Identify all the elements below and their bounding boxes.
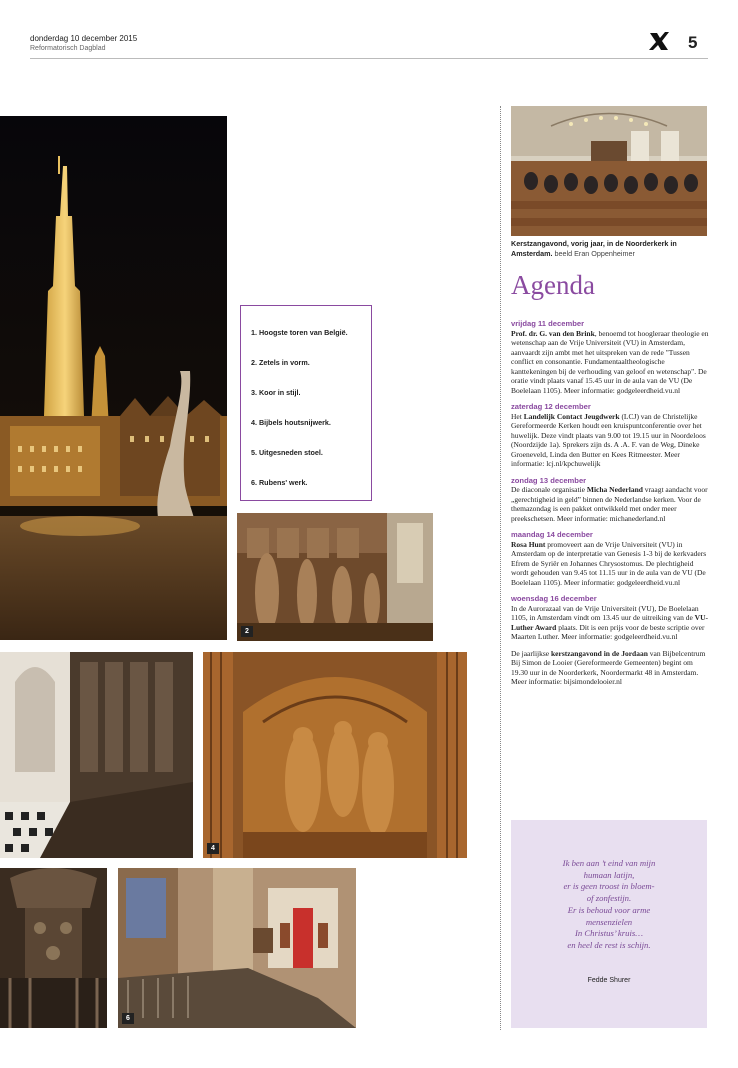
caption-list: [241, 306, 371, 508]
poem-line: Ik ben aan ’t eind van mijn: [562, 858, 656, 868]
column-divider: [500, 106, 501, 1030]
agenda-body: van Bijbelcentrum Bij Simon de Looier (Gereformeerde Gemeenten) begint om 19.30 uur in de Noorderkerk, Noordermarkt 48 in Amsterdam. Meer informatie: bijsimondelooier.nl: [511, 648, 706, 686]
caption-list-item: 3. Koor in stijl.: [251, 388, 301, 397]
agenda-text: [511, 329, 709, 396]
photo-woodcarving: [203, 652, 467, 858]
poem-line: Er is behoud voor arme: [567, 904, 651, 915]
agenda-entry: [511, 402, 709, 469]
caption-list-item: 1. Hoogste toren van België.: [251, 328, 348, 337]
poem-line: of zonfestijn.: [586, 893, 632, 904]
agenda-body: promoveert aan de Vrije Universiteit (VU) in Amsterdam op de interpretatie van Genesis 1-3 bij de kerkvaders Efrem de Syriër en Johannes Chrysostomus. De plechtigheid wordt gehouden van 9.45 tot 11.15 uur in de aula van de VU (De Boelelaan 1105). Meer informatie: godgeleerdheid.vu.nl: [511, 539, 707, 587]
photo-choir-interior: [0, 652, 193, 858]
agenda-lead: VU-Luther Award: [511, 613, 708, 632]
caption-list-item: 6. Rubens' werk.: [251, 478, 308, 487]
page-number: 5: [688, 33, 698, 52]
caption-list-box: [240, 305, 372, 501]
agenda-text: [511, 649, 709, 687]
photo-number-badge: 4: [207, 843, 219, 854]
photo-number-badge: 2: [241, 626, 253, 637]
agenda-text: [511, 540, 709, 588]
agenda-intro: De jaarlijkse: [511, 648, 551, 658]
agenda-body: (LCJ) van de Christelijke Gereformeerde Kerken houdt een kruispuntconferentie over het huwelijk. Deze vindt plaats van 9.00 tot 19.15 uur in Noordeloos (Noordzijde 1a). Sprekers zijn ds. A .A. F. van de Weg, Dineke Groeneveld, Linda den Butter en Kees Ritmeester. Meer informatie: lcj.nl/kpchuwelijk: [511, 411, 706, 468]
agenda-day: vrijdag 11 december: [511, 319, 585, 328]
photo-choir-stalls: [237, 513, 433, 641]
agenda-text: [511, 412, 709, 469]
agenda-body: vraagt aandacht voor „gerechtigheid in geld” binnen de Nederlandse kerken. Voor de themazondag is een pakket ontwikkeld met onder meer preekschetsen. Meer informatie: michanederland.nl: [511, 485, 708, 523]
poem-lines: [511, 858, 707, 952]
agenda-intro: De diaconale organisatie: [511, 485, 587, 494]
agenda-lead: Landelijk Contact Jeugdwerk: [523, 411, 620, 421]
caption-credit: beeld Eran Oppenheimer: [552, 249, 635, 258]
x-logo-icon: [648, 30, 670, 52]
agenda-lead: kerstzangavond in de Jordaan: [550, 648, 648, 658]
agenda-text: [511, 485, 709, 523]
caption-list-item: 4. Bijbels houtsnijwerk.: [251, 418, 331, 427]
photo-noorderkerk-concert: [511, 106, 707, 236]
header-paper-name: Reformatorisch Dagblad: [30, 45, 106, 52]
header-rule: [30, 58, 708, 59]
photo-caption: [511, 239, 707, 259]
caption-text: Kerstzangavond, vorig jaar, in de Noorderkerk in Amsterdam.: [511, 239, 677, 258]
photo-cathedral-night: [0, 116, 227, 640]
agenda-day: zondag 13 december: [511, 475, 587, 485]
caption-list-item: 5. Uitgesneden stoel.: [251, 448, 323, 457]
agenda-day: zaterdag 12 december: [511, 402, 591, 411]
caption-list-item: 2. Zetels in vorm.: [251, 358, 310, 367]
poem-line: humaan latijn,: [583, 869, 635, 880]
agenda-entry: [511, 319, 709, 395]
agenda-entry: [511, 594, 709, 642]
agenda-day: maandag 14 december: [511, 530, 593, 539]
poem-line: er is geen troost in bloem-: [563, 881, 655, 892]
agenda-day: woensdag 16 december: [511, 594, 597, 603]
agenda-text: [511, 604, 709, 642]
agenda-entry: [511, 476, 709, 524]
agenda-intro: Het: [511, 411, 524, 421]
agenda-body: plaats. Dit is een prijs voor de beste scriptie over Maarten Luther. Meer informatie: godgeleerdheid.vu.nl: [511, 622, 705, 641]
poem-line: mensenzielen: [585, 916, 633, 927]
poem-line: In Christus’ kruis…: [574, 928, 644, 939]
agenda-entry: [511, 530, 709, 587]
poem-author: Fedde Shurer: [587, 977, 631, 984]
photo-rubens-nave: [118, 868, 356, 1028]
photo-number-badge: 6: [122, 1013, 134, 1024]
poem-quote-box: [511, 820, 707, 1028]
header-date: donderdag 10 december 2015: [30, 34, 138, 43]
photo-pulpit: [0, 868, 107, 1028]
agenda-title: Agenda: [511, 270, 595, 300]
agenda-list: [511, 319, 709, 694]
poem-line: en heel de rest is schijn.: [567, 939, 651, 950]
agenda-lead: Rosa Hunt: [511, 539, 546, 549]
agenda-lead: Prof. dr. G. van den Brink: [511, 328, 595, 338]
agenda-intro: In de Aurorazaal van de Vrije Universiteit (VU), De Boelelaan 1105, in Amsterdam vindt om 13.45 uur de uitreiking van de: [511, 603, 699, 622]
agenda-body: , benoemd tot hoogleraar theologie en wetenschap aan de Vrije Universiteit (VU) in Amsterdam, aanvaardt zijn ambt met het uitspreken van de rede "Tussen conflict en consonantie. Fundamentaaltheologische kanttekeningen bij de verhouding van geloof en wetenschap". De oratie vindt plaats vanaf 15.45 uur in de aula van de VU (De Boelelaan 1105). Meer informatie: godgeleerdheid.vu.nl: [511, 328, 709, 395]
agenda-entry: [511, 649, 709, 687]
agenda-lead: Micha Nederland: [586, 485, 643, 494]
